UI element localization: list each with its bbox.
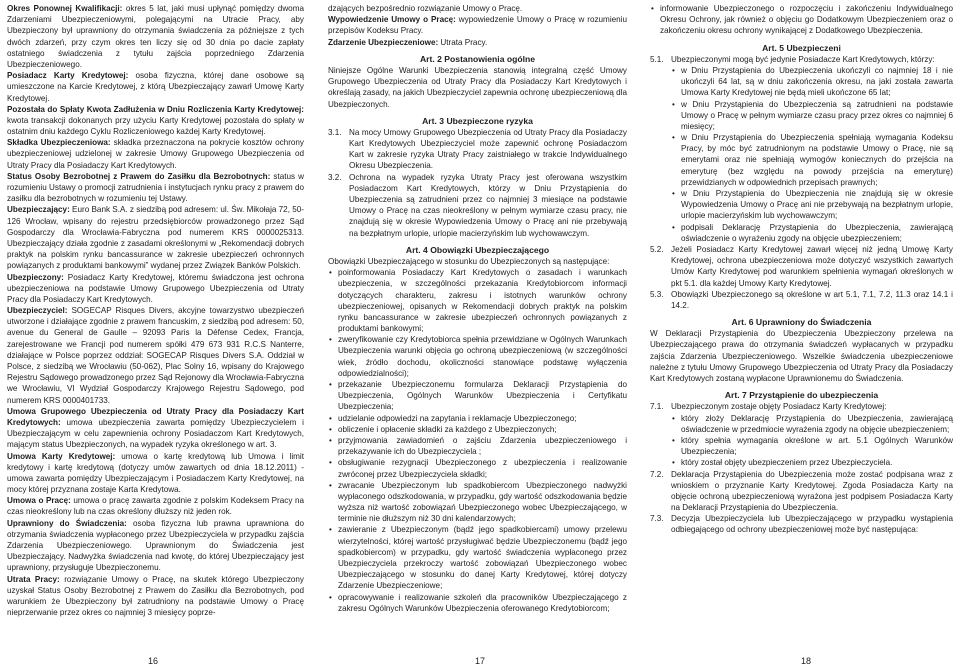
paragraph xyxy=(7,204,304,271)
definition-term: Ubezpieczony: xyxy=(7,272,64,282)
paragraph-text: W Deklaracji Przystąpienia do Ubezpieczenia Ubezpieczony przelewa na Ubezpieczającego prawa do otrzymania świadczeń wypłacanych w przypadku zajścia Zdarzenia Ubezpieczeniowego. Wszelkie świadczenia ubezpieczeniowe należne z tytułu Umowy Grupowego Ubezpieczenia od Utraty Pracy dla Posiadaczy Kart Kredytowych zostaną wypłacone Uprawnionemu do Świadczenia. xyxy=(650,329,953,383)
list-item: • który złoży Deklarację Przystąpienia do Ubezpieczenia, zawierającą oświadczenie w przedmiocie wyrażenia zgody na objęcie ubezpieczeniem; xyxy=(671,413,953,435)
paragraph-text: wypowiedzenie Umowy o Pracę w rozumieniu przepisów Kodeksu Pracy. xyxy=(328,15,627,36)
paragraph xyxy=(7,451,304,496)
article-heading: Art. 6 Uprawniony do Świadczenia xyxy=(731,317,872,328)
clause-text: Na mocy Umowy Grupowego Ubezpieczenia od Utraty Pracy dla Posiadaczy Kart Kredytowych Ubezpieczyciel może zapewnić ochronę Posiadaczom Kart w zakresie ryzyka Utraty Pracy zaistniałego w trakcie Indywidualnego Okresu Ubezpieczenia. xyxy=(349,127,627,171)
article-heading: Art. 2 Postanowienia ogólne xyxy=(419,53,536,64)
clause-text: Deklaracja Przystąpienia do Ubezpieczenia może zostać podpisana wraz z wnioskiem o przyznanie Karty Kredytowej. Zgoda Posiadacza Karty na objęcie ochroną ubezpieczeniową wyrażona jest podpisem Posiadacza Karty na Deklaracji Przystąpienia do Ubezpieczenia. xyxy=(671,469,953,513)
list-item: • zweryfikowanie czy Kredytobiorca spełnia przewidziane w Ogólnych Warunkach Ubezpieczenia warunki objęcia go ochroną ubezpieczeniową (w szczególności wiek, źródło dochodu, okoliczności stanowiące podstawę wyłączenia odpowiedzialności); xyxy=(328,334,627,379)
paragraph xyxy=(7,305,304,406)
list-item: • obsługiwanie rezygnacji Ubezpieczonego z ubezpieczenia i realizowanie zwróconej przez Ubezpieczyciela składki; xyxy=(328,457,627,479)
paragraph-text: SOGECAP Risques Divers, akcyjne towarzystwo ubezpieczeń utworzone i działające zgodnie z prawem francuskim, z siedzibą pod adresem: 50, avenue du General de Gaulle – 92093 Paris la Défense Cedex, Francja, zarejestrowane we Francji pod numerem spółki 479 673 931 R.C.S Nanterre, działające w Polsce poprzez oddział: SOGECAP Risques Divers S.A. Oddział w Polsce, z siedzibą we Wrocławiu (50-062), Plac Solny 16, wpisany do Krajowego Rejestru Sądowego prowadzonego przez Sąd Rejonowy dla Wrocławia-Fabryczna we Wrocławiu, VI Wydział Gospodarczy Krajowego Rejestru Sądowego, pod numerem KRS 0000401733. xyxy=(7,306,304,405)
definition-term: Umowa Karty Kredytowej: xyxy=(7,451,116,461)
paragraph-text: składka przeznaczona na pokrycie kosztów ochrony ubezpieczeniowej udzielonej w zakresie Umowy Grupowego Ubezpieczenia od Utraty Pracy dla Posiadaczy Kart Kredytowych. xyxy=(7,138,304,170)
numbered-clause xyxy=(328,172,627,239)
paragraph-text: Obowiązki Ubezpieczającego w stosunku do Ubezpieczonych są następujące: xyxy=(328,256,610,266)
list-item: • podpisali Deklarację Przystąpienia do Ubezpieczenia, zawierającą oświadczenie o wyrażeniu zgody na objęcie ubezpieczeniem; xyxy=(671,222,953,244)
definition-term: Posiadacz Karty Kredytowej: xyxy=(7,71,129,81)
list-item: • który został objęty ubezpieczeniem przez Ubezpieczyciela. xyxy=(671,457,953,468)
clause-number: 7.1. xyxy=(650,402,664,412)
definition-term: Składka Ubezpieczeniowa: xyxy=(7,138,111,148)
list-item: • w Dniu Przystąpienia do Ubezpieczenia nie znajdują się w okresie Wypowiedzenia Umowy o Pracę ani nie przebywają na bezpłatnym urlopie, urlopie macierzyńskim lub wychowawczym; xyxy=(671,188,953,222)
list-item: • opracowywanie i realizowanie szkoleń dla pracowników Ubezpieczającego z zakresu Ogólnych Warunków Ubezpieczenia oferowanego Kredytobiorcom; xyxy=(328,592,627,614)
list-item: • poinformowania Posiadaczy Kart Kredytowych o zasadach i warunkach ubezpieczenia, w szczególności przekazania Kredytobiorcom informacji dotyczących charakteru, zakresu i istotnych warunków ochrony ubezpieczeniowej, opisanych w Rekomendacji dobrych praktyk na polskim rynku bancassurance w zakresie ubezpieczeń ochronnych powiązanych z produktami bankowymi; xyxy=(328,267,627,334)
paragraph xyxy=(328,14,627,36)
paragraph xyxy=(7,574,304,619)
clause-text: Jeżeli Posiadacz Karty Kredytowej zawarł więcej niż jedną Umowę Karty Kredytowej, ochrona ubezpieczeniowa może dotyczyć wszystkich zawartych Umów Karty Kredytowej pod warunkiem spełnienia wymagań określonych w pkt 5.1. dla każdej Umowy Karty Kredytowej. xyxy=(671,244,953,288)
paragraph-text: status w rozumieniu Ustawy o promocji zatrudnienia i instytucjach rynku pracy z prawem do zasiłku dla bezrobotnych w rozumieniu tej Ustawy. xyxy=(7,171,304,204)
paragraph-text: Euro Bank S.A. z siedzibą pod adresem: ul. Św. Mikołaja 72, 50-126 Wrocław, wpisany do rejestru przedsiębiorców prowadzonego przez Sąd Gospodarczy dla Wrocławia-Fabryczna pod numerem KRS 0000025313. Ubezpieczający działa zgodnie z zasadami określonymi w „Rekomendacji dobrych praktyk na polskim rynku bancassurance w zakresie ubezpieczeń ochronnych powiązanych z produktami bankowymi” wydanej przez Związek Banków Polskich. xyxy=(7,205,304,271)
list-item: • w Dniu Przystąpienia do Ubezpieczenia są zatrudnieni na podstawie Umowy o Pracę w pełnym wymiarze czasu pracy przez okres co najmniej 6 miesięcy; xyxy=(671,99,953,133)
numbered-clause xyxy=(650,289,953,311)
list-item: • zwracanie Ubezpieczonym lub spadkobiercom Ubezpieczonego nadwyżki wypłaconego odszkodowania, w przypadku, gdy wartość odszkodowania będzie wyższa niż wartość zobowiązań Ubezpieczonego wobec Ubezpieczającego, w terminie nie dłuższym niż 30 dni kalendarzowych; xyxy=(328,480,627,525)
list-item: • obliczenie i opłacenie składki za każdego z Ubezpieczonych; xyxy=(328,424,627,435)
clause-number: 7.3. xyxy=(650,514,664,524)
paragraph xyxy=(328,3,627,14)
article-heading: Art. 7 Przystąpienie do ubezpieczenia xyxy=(724,390,879,401)
clause-text: Ubezpieczonymi mogą być jedynie Posiadacze Kart Kredytowych, którzy: xyxy=(671,54,935,64)
numbered-clause xyxy=(650,244,953,289)
clause-text: Ubezpieczonym zostaje objęty Posiadacz Karty Kredytowej: xyxy=(671,402,887,412)
paragraph xyxy=(328,256,627,267)
paragraph xyxy=(7,518,304,574)
clause-number: 5.1. xyxy=(650,54,664,64)
article-heading: Art. 4 Obowiązki Ubezpieczającego xyxy=(405,244,550,255)
bullet-list xyxy=(671,413,953,469)
list-item: • przekazanie Ubezpieczonemu formularza Deklaracji Przystąpienia do Ubezpieczenia, Ogólnych Warunków Ubezpieczenia i Certyfikatu Ubezpieczenia; xyxy=(328,379,627,413)
numbered-clause xyxy=(328,127,627,172)
paragraph-text: dzających bezpośrednio rozwiązanie Umowy o Pracę. xyxy=(328,4,523,13)
bullet-list xyxy=(650,3,953,37)
list-item: • informowanie Ubezpieczonego o rozpoczęciu i zakończeniu Indywidualnego Okresu Ochrony, jak również o objęciu go Dodatkowym Ubezpieczeniem oraz o zakończeniu okresu ochrony wynikającej z Dodatkowego Ubezpieczenia. xyxy=(650,3,953,37)
paragraph-text: Niniejsze Ogólne Warunki Ubezpieczenia stanowią integralną część Umowy Grupowego Ubezpieczenia od Utraty Pracy dla Posiadaczy Kart Kredytowych i określają zasady, na jakich Ubezpieczyciel zapewnia ochronę ubezpieczeniową dla Ubezpieczonych. xyxy=(328,65,627,109)
paragraph xyxy=(7,406,304,451)
paragraph-text: Posiadacz Karty Kredytowej, któremu świadczona jest ochrona ubezpieczeniowa na podstawie Umowy Grupowego Ubezpieczenia od Utraty Pracy dla Posiadaczy Kart Kredytowych. xyxy=(7,272,304,304)
list-item: • przyjmowania zawiadomień o zajściu Zdarzenia ubezpieczeniowego i przekazywanie ich do Ubezpieczyciela ; xyxy=(328,435,627,457)
page-number-right: 18 xyxy=(801,656,812,666)
definition-term: Zdarzenie Ubezpieczeniowe: xyxy=(328,37,439,47)
clause-number: 7.2. xyxy=(650,469,664,479)
clause-text: Decyzja Ubezpieczyciela lub Ubezpieczającego w przypadku wystąpienia odbiegającego od ochrony ubezpieczeniowej może być następująca: xyxy=(671,514,953,535)
definition-term: Utrata Pracy: xyxy=(7,574,60,584)
clause-number: 3.2. xyxy=(328,172,342,182)
page-number-left: 16 xyxy=(148,656,159,666)
page-number-middle: 17 xyxy=(475,656,486,666)
paragraph-text: osoba fizyczna lub prawna uprawniona do otrzymania świadczenia wypłaconego przez Ubezpieczyciela w przypadku zajścia Zdarzenia Ubezpieczeniowego. Uprawnionym do Świadczenia jest Ubezpieczający. Nadwyżka świadczenia nad kwotę, do której Ubezpieczający jest uprawniony, przysługuje Ubezpieczonemu. xyxy=(7,518,304,573)
definition-term: Okres Ponownej Kwalifikacji: xyxy=(7,4,123,13)
paragraph xyxy=(7,3,304,70)
column-left xyxy=(7,3,304,618)
column-right xyxy=(650,3,953,536)
list-item: • udzielanie odpowiedzi na zapytania i reklamacje Ubezpieczonego; xyxy=(328,413,627,424)
paragraph xyxy=(7,137,304,171)
paragraph xyxy=(328,65,627,110)
article-heading: Art. 3 Ubezpieczone ryzyka xyxy=(422,115,533,126)
definition-term: Umowa o Pracę: xyxy=(7,496,71,506)
list-item: • w Dniu Przystąpienia do Ubezpieczenia ukończyli co najmniej 18 i nie ukończyli 64 lat, są w dniu zakończenia okresu, na jaki została zawarta Umowa Karty Kredytowej nie będą mieli ukończone 65 lat; xyxy=(671,65,953,99)
column-middle xyxy=(328,3,627,614)
list-item: • zawieranie z Ubezpieczonym (bądź jego spadkobiercami) umowy przelewu wierzytelności, której wartość przysługiwać będzie Ubezpieczonemu (bądź jego spadkobiercom) w przypadku, gdy wartość świadczenia wypłaconego przez Ubezpieczyciela przekroczy wartość zobowiązań Ubezpieczonego wobec Ubezpieczającego w stosunku do danej Karty Kredytowej, której dotyczy Zdarzenie Ubezpieczeniowe; xyxy=(328,524,627,591)
clause-text: Obowiązki Ubezpieczonego są określone w art 5.1, 7.1, 7.2, 11.3 oraz 14.1 i 14.2. xyxy=(671,289,953,310)
paragraph-text: osoba fizyczna, której dane osobowe są umieszczone na Karcie Kredytowej, z którą Ubezpieczający zawarł Umowę Karty Kredytowej. xyxy=(7,71,304,103)
bullet-list xyxy=(328,267,627,614)
paragraph xyxy=(7,70,304,104)
list-item: • który spełnia wymagania określone w art. 5.1 Ogólnych Warunków Ubezpieczenia; xyxy=(671,435,953,457)
numbered-clause xyxy=(650,401,953,468)
paragraph xyxy=(7,171,304,205)
definition-term: Uprawniony do Świadczenia: xyxy=(7,518,127,528)
paragraph-text: umowa ubezpieczenia zawarta pomiędzy Ubezpieczycielem i Ubezpieczającym w celu zapewnienia ochrony Posiadaczom Kart Kredytowych, mającym status Ubezpieczonych, na wypadek ryzyka określonego w art. 3. xyxy=(7,417,304,450)
definition-term: Pozostała do Spłaty Kwota Zadłużenia w Dniu Rozliczenia Karty Kredytowej: xyxy=(7,104,304,114)
bullet-list xyxy=(671,65,953,244)
clause-number: 3.1. xyxy=(328,127,342,137)
numbered-clause xyxy=(650,54,953,244)
clause-number: 5.2. xyxy=(650,244,664,254)
article-heading: Art. 5 Ubezpieczeni xyxy=(762,42,841,53)
paragraph-text: umowa o kartę kredytową lub Umowa i limit kredytowy i kartę kredytową (dotyczy umów zawartych od dnia 18.12.2011) - umowa zawarta pomiędzy Ubezpieczającym i Posiadaczem Karty Kredytowej, na mocy której przyznana zostaje Karta Kredytowa. xyxy=(7,451,304,495)
definition-term: Ubezpieczający: xyxy=(7,205,70,215)
clause-number: 5.3. xyxy=(650,289,664,299)
numbered-clause xyxy=(650,469,953,514)
clause-text: Ochrona na wypadek ryzyka Utraty Pracy jest oferowana wszystkim Posiadaczom Kart Kredytowych, którzy w Dniu Przystąpienia do Ubezpieczenia są zatrudnieni przez co najmniej 3 miesiące na podstawie Umowy o Pracę na czas nieokreślony w pełnym wymiarze czasu pracy, nie znajdują się w okresie Wypowiedzenia Umowy o Pracę ani nie przebywają na bezpłatnym urlopie, urlopie macierzyńskim lub wychowawczym. xyxy=(349,172,627,238)
definition-term: Ubezpieczyciel: xyxy=(7,306,68,316)
list-item: • w Dniu Przystąpienia do Ubezpieczenia spełniają wymagania Kodeksu Pracy, by móc być zatrudnionym na podstawie Umowy o Pracę, nie są emerytami oraz nie spełniają wymogów koniecznych do przejścia na emeryturę (bez względu na powody przejścia na emeryturę) przewidzianych w odpowiednich przepisach prawnych; xyxy=(671,132,953,188)
definition-term: Umowa Grupowego Ubezpieczenia od Utraty Pracy dla Posiadaczy Kart Kredytowych: xyxy=(7,406,304,427)
numbered-clause xyxy=(650,513,953,535)
paragraph-text: umowa o pracę zawarta zgodnie z polskim Kodeksem Pracy na czas nieokreślony lub na czas określony dłuższy niż jeden rok. xyxy=(7,496,304,517)
paragraph xyxy=(7,495,304,517)
paragraph-text: kwota transakcji dokonanych przy użyciu Karty Kredytowej pozostała do spłaty w ostatnim dniu każdego Cyklu Rozliczeniowego każdej Karty Kredytowej. xyxy=(7,115,304,137)
definition-term: Status Osoby Bezrobotnej z Prawem do Zasiłku dla Bezrobotnych: xyxy=(7,171,271,181)
definition-term: Wypowiedzenie Umowy o Pracę: xyxy=(328,15,456,25)
paragraph-text: Utrata Pracy. xyxy=(438,37,488,47)
paragraph xyxy=(7,104,304,138)
paragraph-text: okres 5 lat, jaki musi upłynąć pomiędzy dwoma Zdarzeniami Ubezpieczeniowymi, polegającymi na Utracie Pracy, aby Ubezpieczony był uprawniony do otrzymania świadczenia za późniejsze z tych dwóch zdarzeń, przy czym okres ten liczy się od 30 dnia po dacie zapłaty ostatniego świadczenia z tytułu zajścia poprzedniego Zdarzenia Ubezpieczeniowego. xyxy=(7,4,304,69)
paragraph-text: rozwiązanie Umowy o Pracę, na skutek którego Ubezpieczony uzyskał Status Osoby Bezrobotnej z Prawem do Zasiłku dla Bezrobotnych, pod warunkiem że Ubezpieczony był zatrudniony na podstawie Umowy o Pracę nieprzerwanie przez okres co najmniej 3 miesięcy poprze- xyxy=(7,574,304,618)
paragraph xyxy=(328,37,627,48)
paragraph xyxy=(7,272,304,306)
paragraph xyxy=(650,328,953,384)
